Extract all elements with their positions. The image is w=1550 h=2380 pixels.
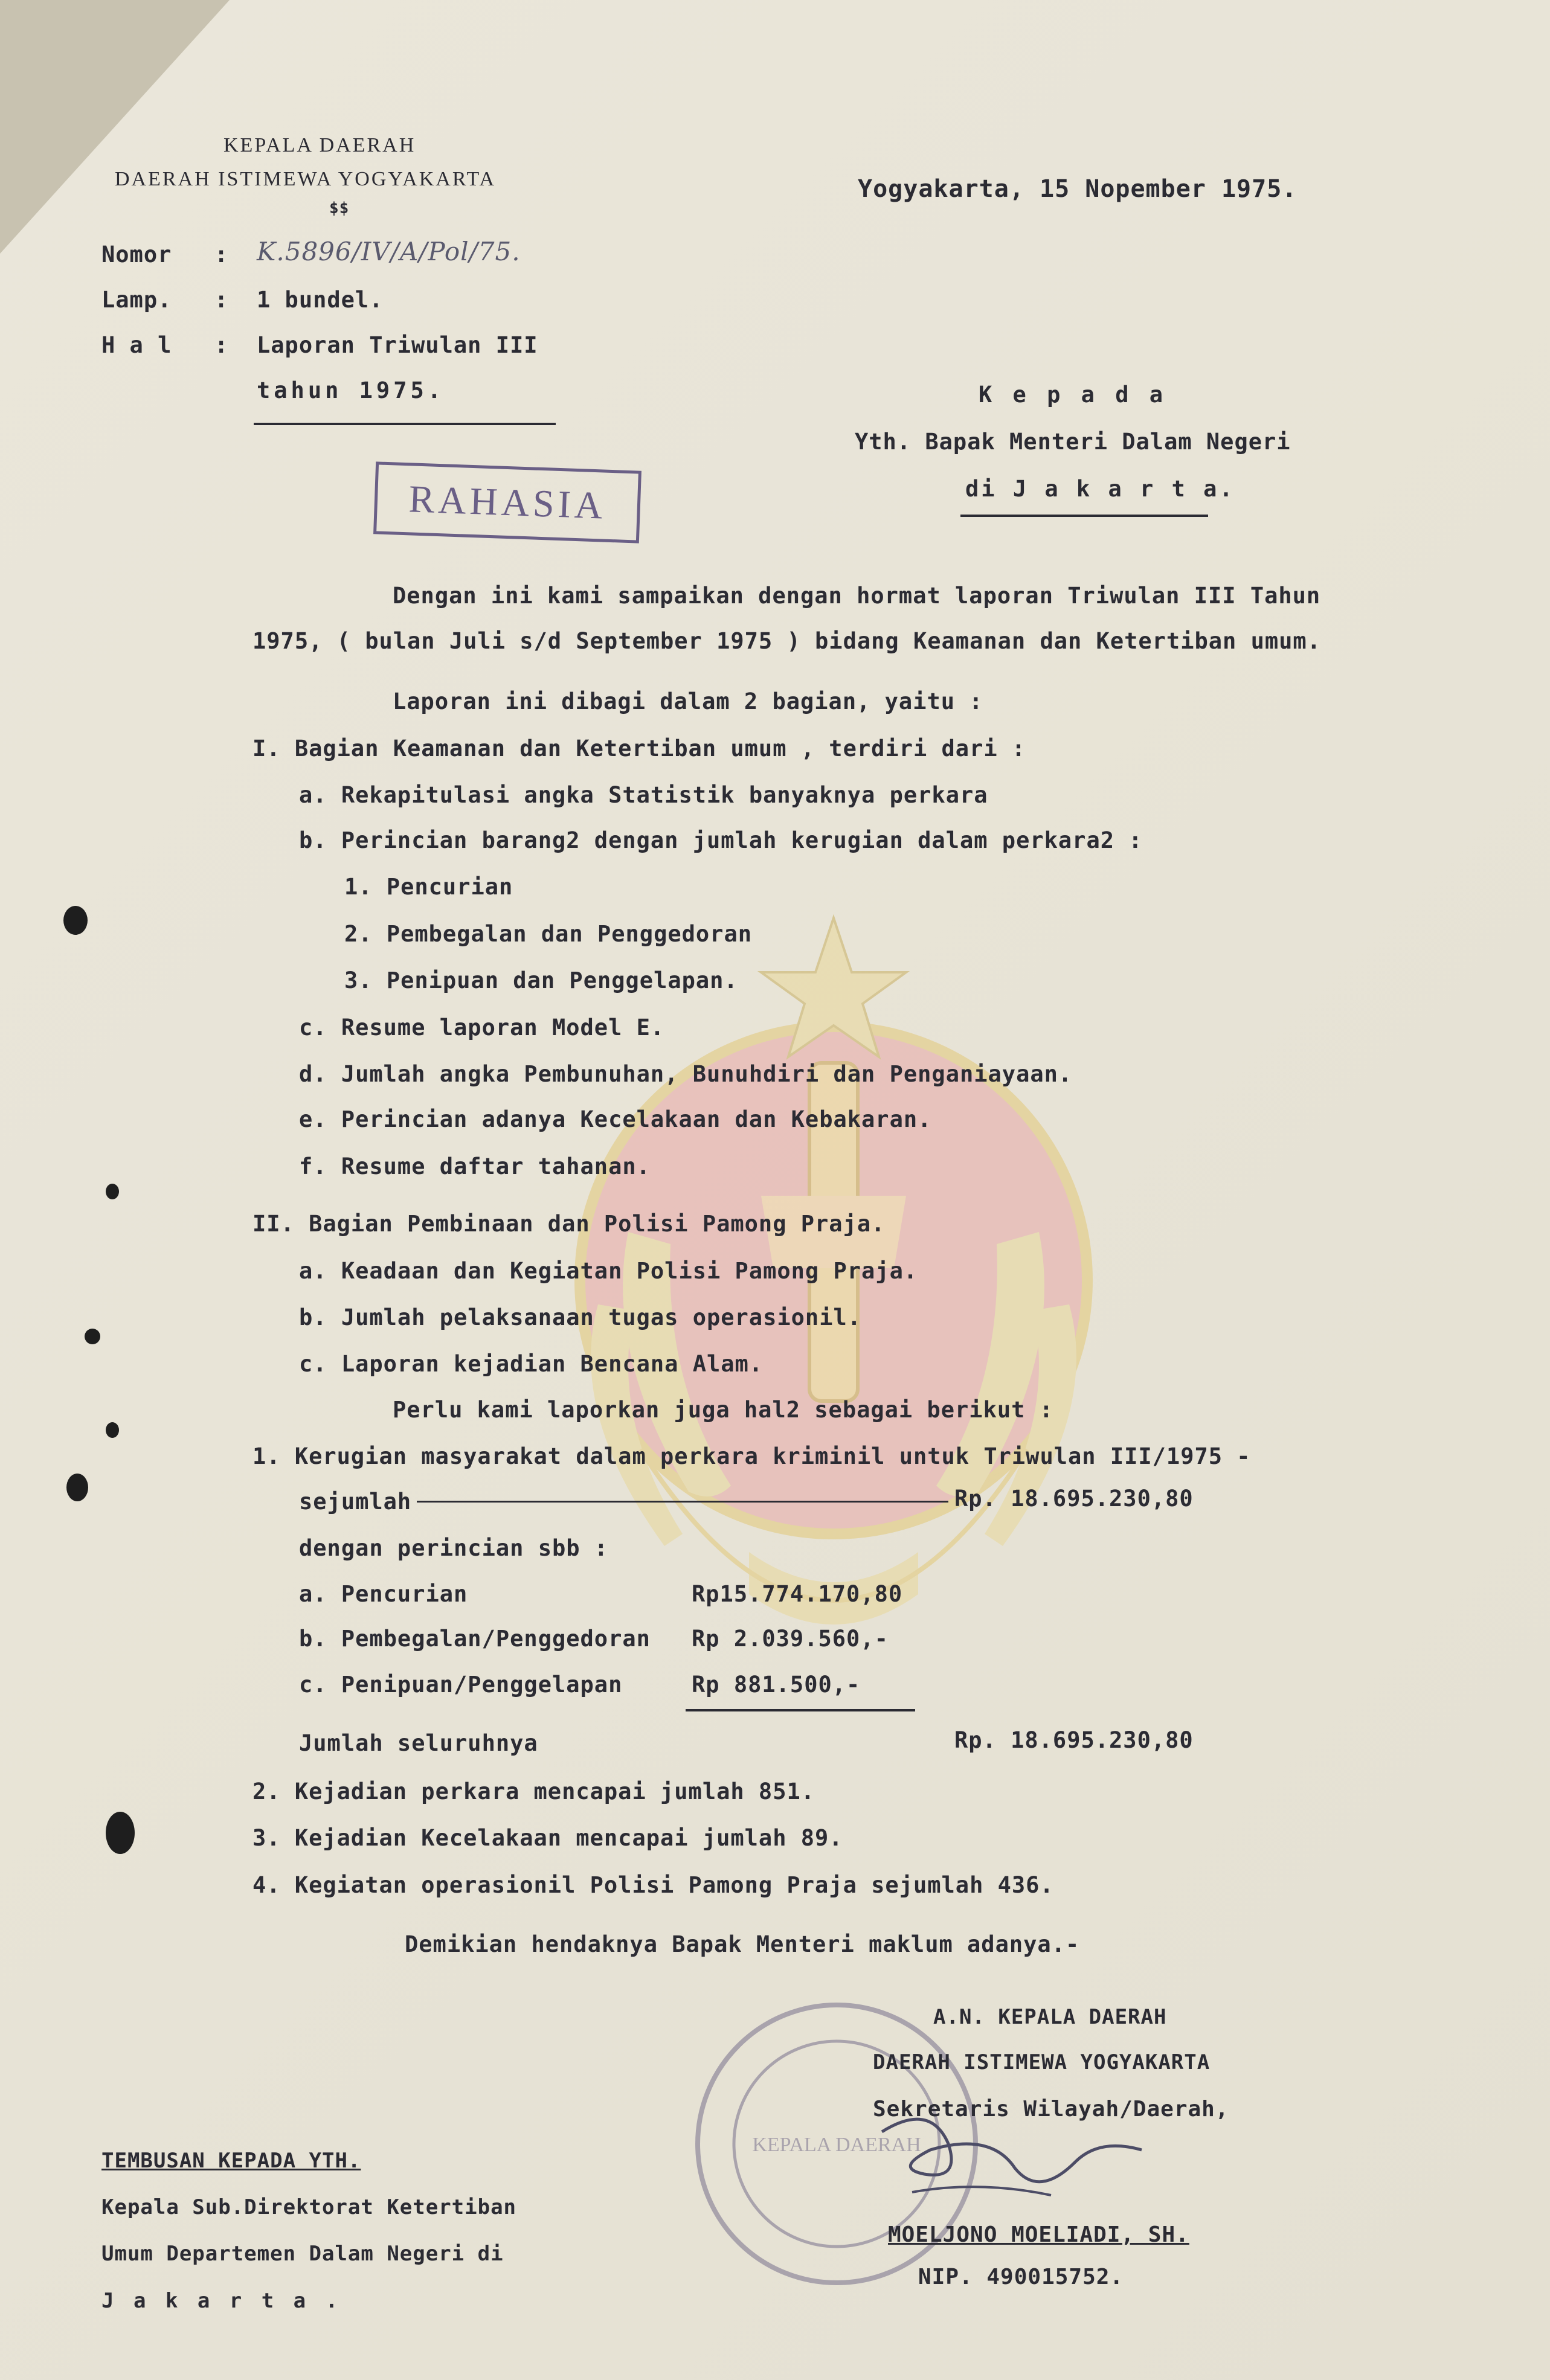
copy-to-line1: Kepala Sub.Direktorat Ketertiban — [101, 2195, 517, 2219]
loss-line-2: sejumlah — [299, 1489, 412, 1515]
copy-to-title: TEMBUSAN KEPADA YTH. — [101, 2149, 361, 2173]
loss-total: Rp. 18.695.230,80 — [954, 1486, 1194, 1512]
list-item: 3. Penipuan dan Penggelapan. — [344, 967, 738, 993]
further-line: Perlu kami laporkan juga hal2 sebagai berikut : — [393, 1397, 1053, 1423]
letterhead-line1: KEPALA DAERAH — [223, 134, 416, 156]
place-date: Yogyakarta, 15 Nopember 1975. — [858, 175, 1298, 203]
hal-underline — [254, 423, 556, 425]
recipient-name: Yth. Bapak Menteri Dalam Negeri — [855, 429, 1291, 455]
list-item: a. Keadaan dan Kegiatan Polisi Pamong Praja. — [299, 1258, 918, 1284]
signatory-nip: NIP. 490015752. — [918, 2265, 1124, 2289]
list-item: 2. Kejadian perkara mencapai jumlah 851. — [252, 1779, 815, 1804]
list-item: f. Resume daftar tahanan. — [299, 1153, 651, 1179]
list-item: e. Perincian adanya Kecelakaan dan Kebakaran. — [299, 1106, 932, 1132]
letterhead-mark: $$ — [329, 199, 350, 217]
intro-line-2: 1975, ( bulan Juli s/d September 1975 ) bidang Keamanan dan Ketertiban umum. — [252, 628, 1321, 654]
sum-underline — [686, 1709, 915, 1711]
detail-label: b. Pembegalan/Penggedoran — [299, 1626, 651, 1652]
list-item: c. Resume laporan Model E. — [299, 1015, 665, 1041]
colon: : — [214, 332, 229, 358]
nomor-label: Nomor — [101, 242, 172, 268]
sum-value: Rp. 18.695.230,80 — [954, 1727, 1194, 1753]
list-item: d. Jumlah angka Pembunuhan, Bunuhdiri dan Penganiayaan. — [299, 1061, 1073, 1087]
detail-label: a. Pencurian — [299, 1581, 468, 1607]
kepada: K e p a d a — [979, 382, 1167, 408]
colon: : — [214, 287, 229, 313]
nomor-value: K.5896/IV/A/Pol/75. — [257, 237, 521, 266]
signature-line1: A.N. KEPALA DAERAH — [933, 2005, 1167, 2029]
list-item: 3. Kejadian Kecelakaan mencapai jumlah 89. — [252, 1825, 843, 1851]
copy-to-line3: J a k a r t a . — [101, 2289, 342, 2313]
signature-line2: DAERAH ISTIMEWA YOGYAKARTA — [873, 2050, 1211, 2074]
recipient-place: di J a k a r t a. — [965, 476, 1235, 502]
closing-line: Demikian hendaknya Bapak Menteri maklum adanya.- — [405, 1931, 1080, 1957]
letterhead-line2: DAERAH ISTIMEWA YOGYAKARTA — [115, 168, 497, 190]
lamp-value: 1 bundel. — [257, 287, 384, 313]
detail-value: Rp 2.039.560,- — [692, 1626, 889, 1652]
detail-value: Rp 881.500,- — [692, 1672, 861, 1698]
punch-hole — [85, 1329, 100, 1344]
hal-value-2: tahun 1975. — [257, 377, 445, 403]
recipient-underline — [960, 515, 1208, 517]
part2-title: II. Bagian Pembinaan dan Polisi Pamong Praja. — [252, 1211, 886, 1237]
intro-line-1: Dengan ini kami sampaikan dengan hormat laporan Triwulan III Tahun — [393, 583, 1321, 609]
leader-line — [417, 1501, 948, 1503]
list-item: 4. Kegiatan operasionil Polisi Pamong Praja sejumlah 436. — [252, 1872, 1054, 1898]
punch-hole — [63, 906, 88, 935]
list-item: b. Perincian barang2 dengan jumlah kerugian dalam perkara2 : — [299, 827, 1143, 853]
sum-label: Jumlah seluruhnya — [299, 1730, 538, 1756]
hal-value-1: Laporan Triwulan III — [257, 332, 538, 358]
punch-hole — [106, 1184, 119, 1199]
punch-hole — [66, 1474, 88, 1501]
hal-label: H a l — [101, 332, 172, 358]
detail-value: Rp15.774.170,80 — [692, 1581, 903, 1607]
handwritten-signature-icon — [858, 2096, 1172, 2228]
lamp-label: Lamp. — [101, 287, 172, 313]
detail-intro: dengan perincian sbb : — [299, 1535, 609, 1561]
copy-to-line2: Umum Departemen Dalam Negeri di — [101, 2242, 504, 2266]
list-item: a. Rekapitulasi angka Statistik banyaknya perkara — [299, 782, 988, 808]
detail-label: c. Penipuan/Penggelapan — [299, 1672, 623, 1698]
folded-corner — [0, 0, 230, 254]
loss-line-1: 1. Kerugian masyarakat dalam perkara kriminil untuk Triwulan III/1975 - — [252, 1443, 1251, 1469]
list-item: 1. Pencurian — [344, 874, 513, 900]
seal-text: KEPALA DAERAH — [752, 2134, 921, 2156]
list-item: 2. Pembegalan dan Penggedoran — [344, 921, 753, 947]
signature-line3: Sekretaris Wilayah/Daerah, — [873, 2097, 1229, 2122]
signatory-name: MOELJONO MOELIADI, SH. — [888, 2222, 1189, 2247]
rahasia-stamp: RAHASIA — [373, 461, 642, 543]
punch-hole — [106, 1812, 135, 1854]
punch-hole — [106, 1422, 119, 1438]
part1-title: I. Bagian Keamanan dan Ketertiban umum , terdiri dari : — [252, 736, 1026, 762]
list-item: c. Laporan kejadian Bencana Alam. — [299, 1351, 764, 1377]
list-item: b. Jumlah pelaksanaan tugas operasionil. — [299, 1304, 862, 1330]
colon: : — [214, 242, 229, 268]
divided-line: Laporan ini dibagi dalam 2 bagian, yaitu : — [393, 688, 983, 714]
